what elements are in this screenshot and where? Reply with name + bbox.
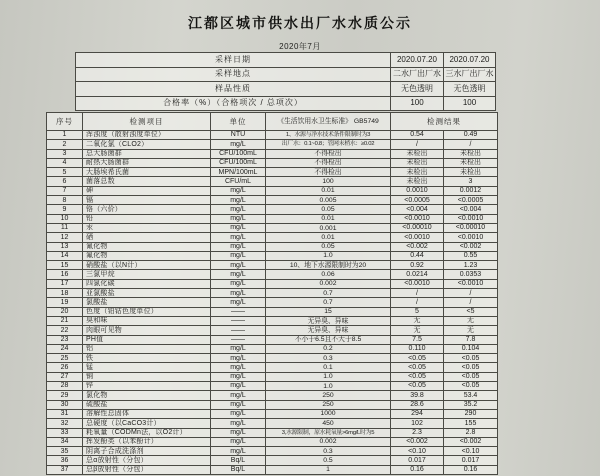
info-row: [76, 67, 496, 82]
cell-unit: mg/L: [211, 382, 266, 391]
cell-item: 氟化物: [83, 251, 211, 260]
table-row: [47, 214, 498, 223]
cell-item: 臭和味: [83, 316, 211, 325]
cell-standard: 0.05: [266, 242, 391, 251]
table-row: [47, 149, 498, 158]
info-row: [76, 53, 496, 68]
cell-seq: 19: [47, 298, 83, 307]
cell-result-1: 39.8: [391, 391, 444, 400]
table-row: [47, 242, 498, 251]
cell-seq: 23: [47, 335, 83, 344]
cell-result-1: <0.004: [391, 205, 444, 214]
table-row: [47, 409, 498, 418]
cell-seq: 35: [47, 447, 83, 456]
cell-item: 铁: [83, 354, 211, 363]
table-row: [47, 447, 498, 456]
cell-result-2: <0.00010: [444, 223, 498, 232]
cell-result-2: 未检出: [444, 168, 498, 177]
cell-result-1: 未检出: [391, 177, 444, 186]
cell-item: 大肠埃希氏菌: [83, 168, 211, 177]
cell-standard: 不小于6.5且不大于8.5: [266, 335, 391, 344]
cell-result-1: <0.00010: [391, 223, 444, 232]
cell-unit: CFU/100mL: [211, 149, 266, 158]
cell-seq: 9: [47, 205, 83, 214]
cell-seq: 7: [47, 186, 83, 195]
cell-standard: 出厂水：0.1~0.8；管网末梢水：≥0.02: [266, 140, 391, 149]
cell-result-2: 0.16: [444, 465, 498, 474]
cell-seq: 18: [47, 289, 83, 298]
cell-item: 阴离子合成洗涤剂: [83, 447, 211, 456]
cell-result-1: 0.44: [391, 251, 444, 260]
cell-result-2: 0.0012: [444, 186, 498, 195]
cell-result-2: <0.0010: [444, 279, 498, 288]
cell-result-1: 0.0214: [391, 270, 444, 279]
cell-item: 挥发酚类（以苯酚计）: [83, 437, 211, 446]
cell-result-1: 未检出: [391, 149, 444, 158]
cell-seq: 21: [47, 316, 83, 325]
cell-unit: mg/L: [211, 233, 266, 242]
cell-unit: mg/L: [211, 140, 266, 149]
cell-result-1: 未检出: [391, 168, 444, 177]
cell-result-2: 3: [444, 177, 498, 186]
cell-seq: 17: [47, 279, 83, 288]
cell-seq: 28: [47, 382, 83, 391]
table-row: [47, 372, 498, 381]
cell-seq: 3: [47, 149, 83, 158]
cell-result-2: /: [444, 289, 498, 298]
cell-item: 浑浊度（散射浊度单位）: [83, 131, 211, 140]
cell-seq: 4: [47, 158, 83, 167]
cell-result-2: 0.017: [444, 456, 498, 465]
cell-standard: 1.0: [266, 382, 391, 391]
cell-item: 总α放射性（分包）: [83, 456, 211, 465]
cell-result-1: <0.05: [391, 363, 444, 372]
table-header-row: [47, 113, 498, 131]
cell-result-2: 无: [444, 326, 498, 335]
cell-result-2: <5: [444, 307, 498, 316]
cell-seq: 31: [47, 409, 83, 418]
cell-seq: 2: [47, 140, 83, 149]
cell-item: 铜: [83, 372, 211, 381]
cell-unit: mg/L: [211, 223, 266, 232]
cell-seq: 14: [47, 251, 83, 260]
cell-item: 二氧化氯（CLO2）: [83, 140, 211, 149]
cell-standard: 0.3: [266, 447, 391, 456]
cell-result-2: <0.05: [444, 372, 498, 381]
cell-result-1: 未检出: [391, 158, 444, 167]
cell-seq: 37: [47, 465, 83, 474]
cell-standard: 0.06: [266, 270, 391, 279]
cell-result-2: 无: [444, 316, 498, 325]
cell-result-1: <0.10: [391, 447, 444, 456]
cell-result-2: /: [444, 140, 498, 149]
table-row: [47, 177, 498, 186]
cell-unit: mg/L: [211, 261, 266, 270]
cell-standard: 无异臭、异味: [266, 316, 391, 325]
cell-result-1: 102: [391, 419, 444, 428]
cell-unit: mg/L: [211, 186, 266, 195]
cell-seq: 6: [47, 177, 83, 186]
table-row: [47, 400, 498, 409]
cell-item: 菌落总数: [83, 177, 211, 186]
cell-standard: 0.01: [266, 214, 391, 223]
cell-item: 总硬度（以CaCO3计）: [83, 419, 211, 428]
cell-result-2: <0.002: [444, 242, 498, 251]
cell-unit: ——: [211, 335, 266, 344]
cell-unit: mg/L: [211, 363, 266, 372]
info-value-plant2: 无色透明: [391, 82, 444, 97]
cell-standard: 0.1: [266, 363, 391, 372]
cell-unit: ——: [211, 316, 266, 325]
cell-standard: 0.005: [266, 196, 391, 205]
cell-result-2: 7.8: [444, 335, 498, 344]
cell-result-2: 0.55: [444, 251, 498, 260]
sample-info-table: [75, 52, 496, 111]
table-row: [47, 391, 498, 400]
cell-seq: 11: [47, 223, 83, 232]
cell-standard: 100: [266, 177, 391, 186]
cell-item: 硒: [83, 233, 211, 242]
cell-item: 镉: [83, 196, 211, 205]
table-row: [47, 326, 498, 335]
cell-unit: MPN/100mL: [211, 168, 266, 177]
cell-seq: 1: [47, 131, 83, 140]
cell-result-2: <0.002: [444, 437, 498, 446]
cell-unit: mg/L: [211, 289, 266, 298]
table-row: [47, 307, 498, 316]
cell-unit: mg/L: [211, 437, 266, 446]
table-row: [47, 205, 498, 214]
cell-standard: 0.002: [266, 437, 391, 446]
cell-result-1: 0.54: [391, 131, 444, 140]
cell-result-1: <0.0010: [391, 279, 444, 288]
cell-item: 硝酸盐（以N计）: [83, 261, 211, 270]
cell-standard: 1000: [266, 409, 391, 418]
cell-result-1: 5: [391, 307, 444, 316]
table-row: [47, 140, 498, 149]
cell-unit: mg/L: [211, 205, 266, 214]
table-row: [47, 261, 498, 270]
cell-seq: 34: [47, 437, 83, 446]
info-value-plant3: 三水厂出厂水: [444, 67, 496, 82]
info-label: 合格率（%）（合格项次 / 总项次）: [76, 96, 391, 111]
cell-result-2: <0.10: [444, 447, 498, 456]
cell-result-1: 2.3: [391, 428, 444, 437]
table-row: [47, 251, 498, 260]
table-row: [47, 316, 498, 325]
cell-standard: 1.0: [266, 372, 391, 381]
cell-seq: 22: [47, 326, 83, 335]
cell-result-2: 未检出: [444, 149, 498, 158]
report-month: 2020年7月: [279, 42, 321, 51]
table-row: [47, 168, 498, 177]
cell-unit: mg/L: [211, 372, 266, 381]
cell-item: 耗氧量（CODMn法，以O2计）: [83, 428, 211, 437]
cell-unit: mg/L: [211, 344, 266, 353]
cell-item: 汞: [83, 223, 211, 232]
cell-standard: 0.7: [266, 298, 391, 307]
info-label: 采样地点: [76, 67, 391, 82]
cell-result-2: 0.0353: [444, 270, 498, 279]
cell-item: 耐热大肠菌群: [83, 158, 211, 167]
cell-result-2: <0.0010: [444, 214, 498, 223]
cell-item: 亚氯酸盐: [83, 289, 211, 298]
cell-result-1: <0.05: [391, 382, 444, 391]
cell-unit: mg/L: [211, 419, 266, 428]
cell-seq: 8: [47, 196, 83, 205]
cell-unit: mg/L: [211, 214, 266, 223]
cell-standard: 450: [266, 419, 391, 428]
cell-standard: 0.2: [266, 344, 391, 353]
cell-standard: 1.0: [266, 251, 391, 260]
cell-result-1: <0.002: [391, 242, 444, 251]
cell-result-2: <0.05: [444, 354, 498, 363]
cell-seq: 26: [47, 363, 83, 372]
info-row: [76, 96, 496, 111]
info-value-plant3: 100: [444, 96, 496, 111]
cell-result-2: <0.05: [444, 382, 498, 391]
cell-result-1: /: [391, 289, 444, 298]
cell-unit: mg/L: [211, 196, 266, 205]
cell-seq: 15: [47, 261, 83, 270]
cell-standard: 0.5: [266, 456, 391, 465]
cell-unit: mg/L: [211, 251, 266, 260]
table-row: [47, 158, 498, 167]
cell-result-1: 28.6: [391, 400, 444, 409]
cell-seq: 32: [47, 419, 83, 428]
cell-result-1: <0.0010: [391, 214, 444, 223]
cell-result-1: 0.017: [391, 456, 444, 465]
cell-seq: 24: [47, 344, 83, 353]
cell-unit: mg/L: [211, 354, 266, 363]
info-label: 样品性质: [76, 82, 391, 97]
cell-result-1: 0.110: [391, 344, 444, 353]
cell-standard: 0.001: [266, 223, 391, 232]
cell-unit: mg/L: [211, 270, 266, 279]
cell-item: 四氯化碳: [83, 279, 211, 288]
table-row: [47, 223, 498, 232]
cell-item: 氯化物: [83, 391, 211, 400]
table-row: [47, 270, 498, 279]
cell-unit: mg/L: [211, 391, 266, 400]
table-row: [47, 344, 498, 353]
page-title: 江都区城市供水出厂水水质公示: [188, 15, 412, 31]
cell-result-2: <0.0010: [444, 233, 498, 242]
info-row: [76, 82, 496, 97]
cell-item: PH值: [83, 335, 211, 344]
table-row: [47, 131, 498, 140]
cell-result-2: 155: [444, 419, 498, 428]
info-value-plant3: 无色透明: [444, 82, 496, 97]
table-row: [47, 186, 498, 195]
cell-standard: 250: [266, 400, 391, 409]
cell-item: 氰化物: [83, 242, 211, 251]
cell-seq: 16: [47, 270, 83, 279]
cell-standard: 1: [266, 465, 391, 474]
cell-seq: 29: [47, 391, 83, 400]
cell-item: 溶解性总固体: [83, 409, 211, 418]
cell-result-2: 53.4: [444, 391, 498, 400]
table-row: [47, 456, 498, 465]
cell-unit: mg/L: [211, 400, 266, 409]
table-row: [47, 419, 498, 428]
cell-item: 铝: [83, 344, 211, 353]
cell-item: 总大肠菌群: [83, 149, 211, 158]
info-value-plant3: 2020.07.20: [444, 53, 496, 68]
cell-standard: 无异臭、异味: [266, 326, 391, 335]
table-row: [47, 363, 498, 372]
cell-standard: 3,水源限制，原水耗氧量>6mg/L时为5: [266, 428, 391, 437]
cell-item: 锌: [83, 382, 211, 391]
cell-result-2: 0.104: [444, 344, 498, 353]
cell-result-1: 0.16: [391, 465, 444, 474]
cell-unit: Bq/L: [211, 465, 266, 474]
cell-standard: 250: [266, 391, 391, 400]
cell-unit: mg/L: [211, 447, 266, 456]
cell-standard: 1、水源与净水技术条件限制时为3: [266, 131, 391, 140]
cell-standard: 0.7: [266, 289, 391, 298]
table-row: [47, 465, 498, 474]
cell-result-1: 0.0010: [391, 186, 444, 195]
cell-result-1: <0.002: [391, 437, 444, 446]
cell-result-1: 0.92: [391, 261, 444, 270]
cell-result-1: <0.05: [391, 354, 444, 363]
cell-seq: 36: [47, 456, 83, 465]
cell-item: 硫酸盐: [83, 400, 211, 409]
cell-unit: mg/L: [211, 428, 266, 437]
cell-result-2: 0.49: [444, 131, 498, 140]
table-row: [47, 428, 498, 437]
header-standard: 《生活饮用水卫生标准》 GB5749: [266, 113, 391, 131]
header-unit: 单位: [211, 113, 266, 131]
cell-standard: 0.05: [266, 205, 391, 214]
cell-result-1: <0.05: [391, 372, 444, 381]
cell-seq: 20: [47, 307, 83, 316]
cell-item: 砷: [83, 186, 211, 195]
cell-unit: mg/L: [211, 298, 266, 307]
cell-result-2: 1.23: [444, 261, 498, 270]
info-value-plant2: 二水厂出厂水: [391, 67, 444, 82]
cell-unit: CFU/100mL: [211, 158, 266, 167]
info-value-plant2: 2020.07.20: [391, 53, 444, 68]
cell-standard: 0.01: [266, 233, 391, 242]
cell-standard: 不得检出: [266, 168, 391, 177]
header-seq: 序号: [47, 113, 83, 131]
cell-seq: 27: [47, 372, 83, 381]
cell-standard: 0.01: [266, 186, 391, 195]
cell-seq: 13: [47, 242, 83, 251]
cell-seq: 25: [47, 354, 83, 363]
cell-item: 铅: [83, 214, 211, 223]
table-row: [47, 196, 498, 205]
cell-standard: 不得检出: [266, 158, 391, 167]
table-row: [47, 382, 498, 391]
cell-seq: 10: [47, 214, 83, 223]
cell-unit: mg/L: [211, 242, 266, 251]
cell-item: 氯酸盐: [83, 298, 211, 307]
cell-unit: mg/L: [211, 409, 266, 418]
cell-item: 铬（六价）: [83, 205, 211, 214]
cell-unit: ——: [211, 307, 266, 316]
cell-result-2: <0.0005: [444, 196, 498, 205]
info-label: 采样日期: [76, 53, 391, 68]
cell-item: 肉眼可见物: [83, 326, 211, 335]
cell-result-2: /: [444, 298, 498, 307]
table-row: [47, 335, 498, 344]
cell-unit: Bq/L: [211, 456, 266, 465]
cell-unit: mg/L: [211, 279, 266, 288]
table-row: [47, 437, 498, 446]
cell-seq: 30: [47, 400, 83, 409]
cell-item: 色度（铂钴色度单位）: [83, 307, 211, 316]
cell-item: 总β放射性（分包）: [83, 465, 211, 474]
cell-unit: NTU: [211, 131, 266, 140]
table-row: [47, 279, 498, 288]
cell-result-1: 294: [391, 409, 444, 418]
cell-seq: 12: [47, 233, 83, 242]
cell-seq: 5: [47, 168, 83, 177]
info-value-plant2: 100: [391, 96, 444, 111]
cell-result-1: <0.0005: [391, 196, 444, 205]
cell-standard: 10、地下水源限制时为20: [266, 261, 391, 270]
cell-standard: 0.002: [266, 279, 391, 288]
cell-result-2: 35.2: [444, 400, 498, 409]
cell-result-1: 无: [391, 316, 444, 325]
cell-unit: ——: [211, 326, 266, 335]
cell-result-2: 2.8: [444, 428, 498, 437]
header-item: 检测项目: [83, 113, 211, 131]
table-row: [47, 354, 498, 363]
cell-item: 三氯甲烷: [83, 270, 211, 279]
table-row: [47, 233, 498, 242]
cell-result-1: /: [391, 140, 444, 149]
cell-result-1: <0.0010: [391, 233, 444, 242]
cell-unit: CFU/mL: [211, 177, 266, 186]
cell-standard: 15: [266, 307, 391, 316]
cell-result-2: 290: [444, 409, 498, 418]
cell-result-1: 无: [391, 326, 444, 335]
cell-result-2: <0.05: [444, 363, 498, 372]
cell-standard: 不得检出: [266, 149, 391, 158]
cell-standard: 0.3: [266, 354, 391, 363]
cell-seq: 33: [47, 428, 83, 437]
table-row: [47, 298, 498, 307]
test-results-table: [46, 112, 498, 475]
cell-result-2: 未检出: [444, 158, 498, 167]
cell-result-1: 7.5: [391, 335, 444, 344]
table-row: [47, 289, 498, 298]
cell-result-2: <0.004: [444, 205, 498, 214]
cell-result-1: /: [391, 298, 444, 307]
cell-item: 锰: [83, 363, 211, 372]
header-result: 检测结果: [391, 113, 498, 131]
